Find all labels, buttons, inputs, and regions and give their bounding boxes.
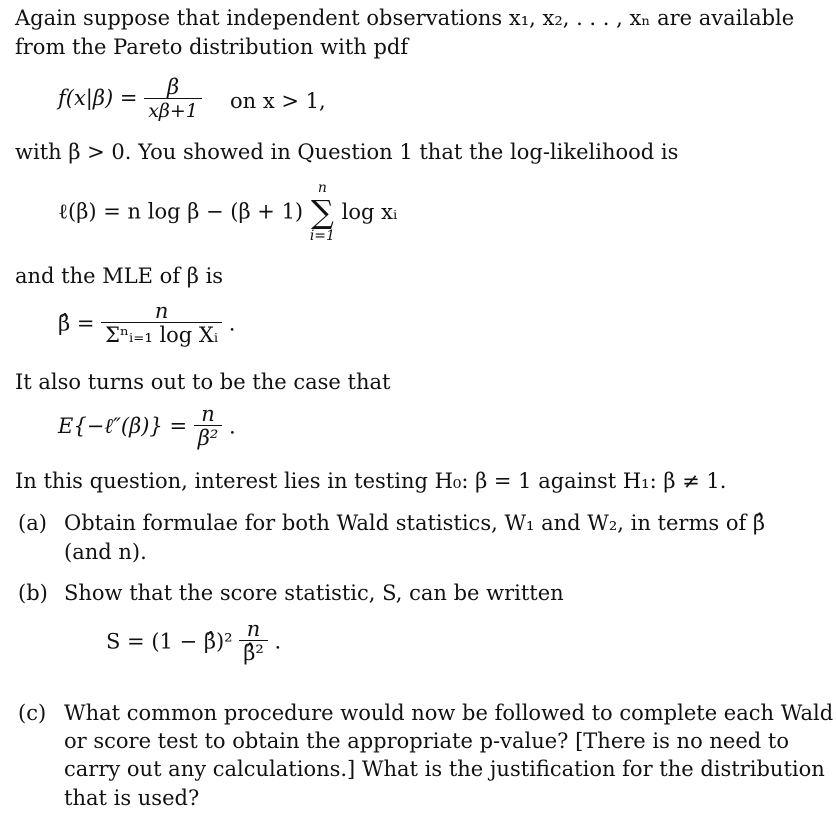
mle-fraction — [101, 300, 222, 347]
part-a-label: (a) — [18, 511, 47, 535]
pdf-denominator: xβ+1 — [144, 98, 202, 123]
mle-lhs: β̂ = — [58, 311, 95, 336]
pdf-fraction — [144, 76, 202, 123]
score-end: . — [274, 629, 282, 654]
also-line: It also turns out to be the case that — [15, 370, 391, 394]
part-a-line-2: (and n). — [64, 540, 147, 564]
sum-upper: n — [317, 180, 327, 196]
info-numerator: n — [201, 402, 215, 426]
score-equation — [106, 618, 281, 665]
score-lhs: S = (1 − β̂)² — [106, 629, 233, 654]
score-fraction — [239, 618, 268, 665]
with-line: with β > 0. You showed in Question 1 that the log-likelihood is — [15, 140, 679, 164]
info-denominator: β² — [194, 425, 223, 450]
loglik-rhs: log xᵢ — [341, 200, 398, 224]
pdf-numerator: β — [166, 75, 180, 99]
intro-line-1: Again suppose that independent observations x₁, x₂, . . . , xₙ are available — [15, 6, 795, 30]
part-b-line-1: Show that the score statistic, S, can be written — [64, 581, 564, 605]
part-c-line-1: What common procedure would now be followed to complete each Wald — [64, 701, 834, 725]
part-c-line-3: carry out any calculations.] What is the justification for the distribution — [64, 757, 825, 781]
score-denominator: β̂² — [239, 640, 268, 665]
pdf-lhs: f(x|β) = — [58, 86, 138, 110]
test-line: In this question, interest lies in testing H₀: β = 1 against H₁: β ≠ 1. — [15, 469, 727, 493]
part-c-line-4: that is used? — [64, 786, 200, 810]
mle-denominator: Σⁿᵢ₌₁ log Xᵢ — [101, 322, 222, 347]
part-a-line-1: Obtain formulae for both Wald statistics, W₁ and W₂, in terms of β̂ — [64, 511, 766, 535]
sum-lower: i=1 — [309, 228, 335, 244]
mle-numerator: n — [154, 299, 169, 323]
loglik-equation — [58, 180, 397, 244]
sum-symbol — [310, 180, 335, 244]
score-numerator: n — [246, 617, 261, 641]
mle-end: . — [228, 311, 236, 336]
part-c-line-2: or score test to obtain the appropriate p-value? [There is no need to — [64, 729, 789, 753]
info-equation — [58, 403, 236, 450]
part-b-label: (b) — [18, 581, 48, 605]
loglik-lhs: ℓ(β) = n log β − (β + 1) — [58, 199, 304, 224]
sigma-icon: ∑ — [310, 193, 334, 231]
info-end: . — [228, 414, 236, 439]
part-c-label: (c) — [18, 701, 47, 725]
mle-equation — [58, 300, 235, 347]
mle-intro: and the MLE of β is — [15, 264, 224, 288]
pdf-equation — [58, 76, 202, 123]
intro-line-2: from the Pareto distribution with pdf — [15, 35, 409, 59]
info-fraction — [194, 403, 223, 450]
pdf-condition: on x > 1, — [230, 89, 326, 113]
info-lhs: E{−ℓ″(β)} = — [58, 414, 188, 438]
